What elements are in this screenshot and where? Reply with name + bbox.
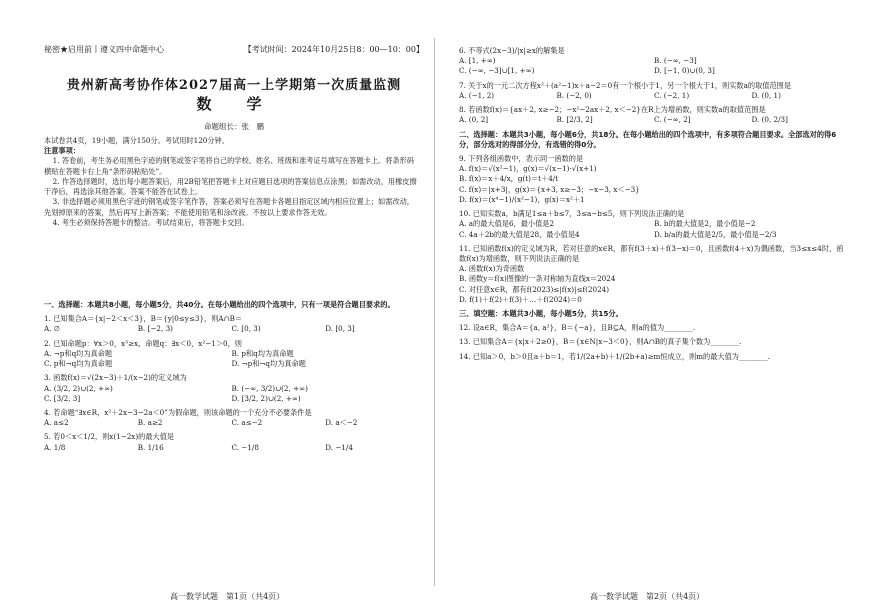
question [459, 81, 849, 101]
exam-title: 贵州新高考协作体2027届高一上学期第一次质量监测 [66, 78, 402, 93]
question-stem: 5. 若0＜x＜1/2，则x(1−2x)的最大值是 [44, 432, 175, 442]
option: A. [1, +∞) [459, 56, 496, 66]
option: B. (−2, 0) [556, 90, 592, 100]
footer-left: 高一数学试题 第1页（共4页） [170, 592, 285, 601]
option: C. 对任意x∈R，都有f(2023)≤|f(x)|≤f(2024) [459, 284, 610, 294]
column-divider [434, 38, 435, 586]
footer-right: 高一数学试题 第2页（共4页） [590, 592, 705, 601]
option: A. ∅ [44, 324, 61, 334]
exam-header [44, 44, 424, 55]
option-list [459, 164, 849, 205]
option: A. f(x)＝√(x²−1)，g(x)＝√(x−1)·√(x+1) [459, 164, 597, 174]
option: A. a≤2 [44, 418, 69, 428]
option: B. p和q均为真命题 [231, 348, 294, 358]
option: D. (0, 2/3] [751, 115, 788, 125]
option: A. a的最大值是6，最小值是2 [459, 219, 555, 229]
note-3: 3. 非选择题必须用黑色字迹的钢笔或签字笔作答，答案必须写在答题卡各题目指定区域内相应位置上；如需改动，先划掉原来的答案，然后再写上新答案；不能使用铅笔和涂改液。不按以上要求作答无效。 [44, 197, 414, 217]
option-list [44, 349, 419, 369]
note-2: 2. 作答选择题时，选出每小题答案后，用2B铅笔把答题卡上对应题目选项的答案信息点涂黑；如需改动，用橡皮擦干净后，再选涂其他答案。答案不能答在试卷上。 [44, 176, 417, 197]
option: C. a≤−2 [231, 418, 263, 428]
option: B. [2/3, 2] [556, 115, 593, 125]
left-questions [44, 300, 419, 453]
question [459, 105, 849, 125]
question-stem: 7. 关于x的一元二次方程x²＋(a²−1)x＋a−2＝0有一个根小于1，另一个根大于1，则实数a的取值范围是 [459, 80, 792, 90]
option: A. ¬p和q均为真命题 [44, 348, 113, 358]
question-stem: 9. 下列各组函数中，表示同一函数的是 [459, 153, 584, 163]
option: D. −1/4 [325, 442, 353, 452]
option: D. a＜−2 [325, 418, 358, 428]
option-list [459, 56, 849, 76]
note-1: 1. 答卷前，考生务必用黑色字迹的钢笔或签字笔将自己的学校、姓名、班级和准考证号填写在答题卡上。将条形码横贴在答题卡右上角“条形码粘贴处”。 [44, 156, 414, 176]
option: C. (−∞, 2] [654, 115, 691, 125]
notes-block [44, 136, 419, 228]
note-4: 4. 考生必须保持答题卡的整洁。考试结束后，将答题卡交回。 [52, 217, 249, 227]
question-stem: 2. 已知命题p：∀x＞0，x³≥x，命题q：∃x＜0，x²−1＞0，则 [44, 338, 242, 348]
fill-question: 13. 已知集合A＝{x|x＋2≥0}，B＝{x∈N|x−3＜0}，则A∩B的真子集个数为________. [459, 337, 742, 347]
option-list [44, 384, 419, 404]
option: D. [3/2, 2)∪(2, +∞) [231, 393, 301, 403]
option-list [459, 115, 849, 125]
question [459, 209, 849, 240]
option: D. [0, 3] [325, 324, 355, 334]
question-stem: 6. 不等式(2x−3)/|x|≥x的解集是 [459, 46, 565, 55]
intro-text: 本试卷共4页，19小题，满分150分。考试用时120分钟。 [44, 136, 229, 145]
option: C. [0, 3) [231, 324, 261, 334]
option-list [459, 264, 849, 305]
option: A. (0, 2] [459, 115, 489, 125]
option: B. 1/16 [137, 442, 164, 452]
question [44, 408, 419, 428]
section-3-heading: 三、填空题：本题共3小题，每小题5分，共15分。 [459, 309, 623, 319]
author-line: 命题组长：张 鹏 [204, 122, 264, 131]
option-list [459, 91, 849, 101]
question [459, 244, 849, 305]
option: D. b/a的最大值是2/5，最小值是−2/3 [654, 229, 777, 239]
question-stem: 10. 已知实数a，b满足1≤a＋b≤7，3≤a−b≤5，则下列说法正确的是 [459, 209, 685, 219]
option: D. [−1, 0)∪(0, 3] [654, 66, 715, 76]
question-stem: 8. 若函数f(x)＝{ax＋2, x≥−2；−x²−2ax＋2, x＜−2}在R上为增函数，则实数a的取值范围是 [459, 105, 766, 115]
option-list [44, 443, 419, 453]
option: C. p和¬q均为真命题 [44, 359, 113, 369]
question-stem: 4. 若命题“∃x∈R，x²＋2x−3−2a＜0”为假命题，则该命题的一个充分不必要条件是 [44, 407, 312, 417]
option: C. 4a＋2b的最大值是28，最小值是4 [459, 229, 580, 239]
option-list [459, 219, 849, 239]
option: D. ¬p和¬q均为真命题 [231, 359, 306, 369]
option: B. f(x)＝x＋4/x，g(t)＝t＋4/t [459, 174, 559, 184]
option: C. −1/8 [231, 442, 259, 452]
section-1-heading: 一、选择题：本题共8小题，每小题5分，共40分。在每小题给出的四个选项中，只有一项是符合题目要求的。 [44, 300, 395, 309]
exam-time: 【考试时间：2024年10月25日8：00—10：00】 [243, 45, 424, 54]
option: C. (−∞, −3]∪[1, +∞) [459, 66, 535, 76]
question [44, 339, 419, 370]
option: A. (3/2, 2)∪(2, +∞) [44, 383, 113, 393]
option: B. (−∞, 3/2)∪(2, +∞) [231, 383, 308, 393]
secret-label: 秘密★启用前丨遵义四中命题中心 [44, 45, 164, 54]
question [44, 432, 419, 452]
option: B. b的最大值是2，最小值是−2 [654, 219, 756, 229]
question-stem: 11. 已知函数f(x)的定义域为R，若对任意的x∈R，都有f(3＋x)＋f(3−x)＝0，且函数f(4＋x)为偶函数，当3≤x≤4时，函数f(x)为增函数，则下列说法正确的是 [459, 243, 844, 263]
option: B. [−2, 3) [137, 324, 173, 334]
fill-question: 14. 已知a＞0，b＞0且a＋b＝1，若1/(2a+b)＋1/(2b+a)≥m恒成立，则m的最大值为________. [459, 351, 771, 361]
option-list [44, 418, 419, 428]
right-questions [459, 42, 849, 362]
option-list [44, 324, 419, 334]
option: D. f(x)＝(x⁴−1)/(x²−1)，g(x)＝x²＋1 [459, 194, 585, 204]
question [459, 46, 849, 77]
option: A. 1/8 [44, 442, 66, 452]
option: A. 函数f(x)为奇函数 [459, 264, 525, 274]
question [44, 373, 419, 404]
question [44, 314, 419, 334]
option: C. [3/2, 3] [44, 393, 81, 403]
notes-title: 注意事项： [44, 146, 80, 156]
fill-question: 12. 设a∈R，集合A＝{a, a²}，B＝{−a}，且B⊆A，则a的值为________. [459, 323, 696, 333]
option: B. 函数y＝f(x)图像的一条对称轴为直线x＝2024 [459, 274, 616, 284]
question-stem: 1. 已知集合A＝{x|−2＜x＜3}，B＝{y|0≤y≤3}，则A∩B＝ [44, 314, 243, 324]
section-2-heading: 二、选择题：本题共3小题，每小题6分，共18分。在每小题给出的四个选项中，有多项符合题目要求。全部选对的得6分，部分选对的得部分分，有选错的得0分。 [459, 129, 837, 149]
question-stem: 3. 函数f(x)＝√(2x−3)＋1/(x−2)的定义域为 [44, 373, 187, 383]
question [459, 154, 849, 205]
option: B. a≥2 [137, 418, 163, 428]
option: D. (0, 1) [751, 90, 781, 100]
option: C. f(x)＝|x+3|，g(x)＝{x+3, x≥−3；−x−3, x＜−3} [459, 184, 640, 194]
option: C. (−2, 1) [654, 90, 690, 100]
subject-title: 数 学 [196, 95, 272, 113]
option: B. (−∞, −3] [654, 56, 697, 66]
option: D. f(1)＋f(2)＋f(3)＋…＋f(2024)＝0 [459, 294, 582, 304]
option: A. (−1, 2) [459, 90, 495, 100]
